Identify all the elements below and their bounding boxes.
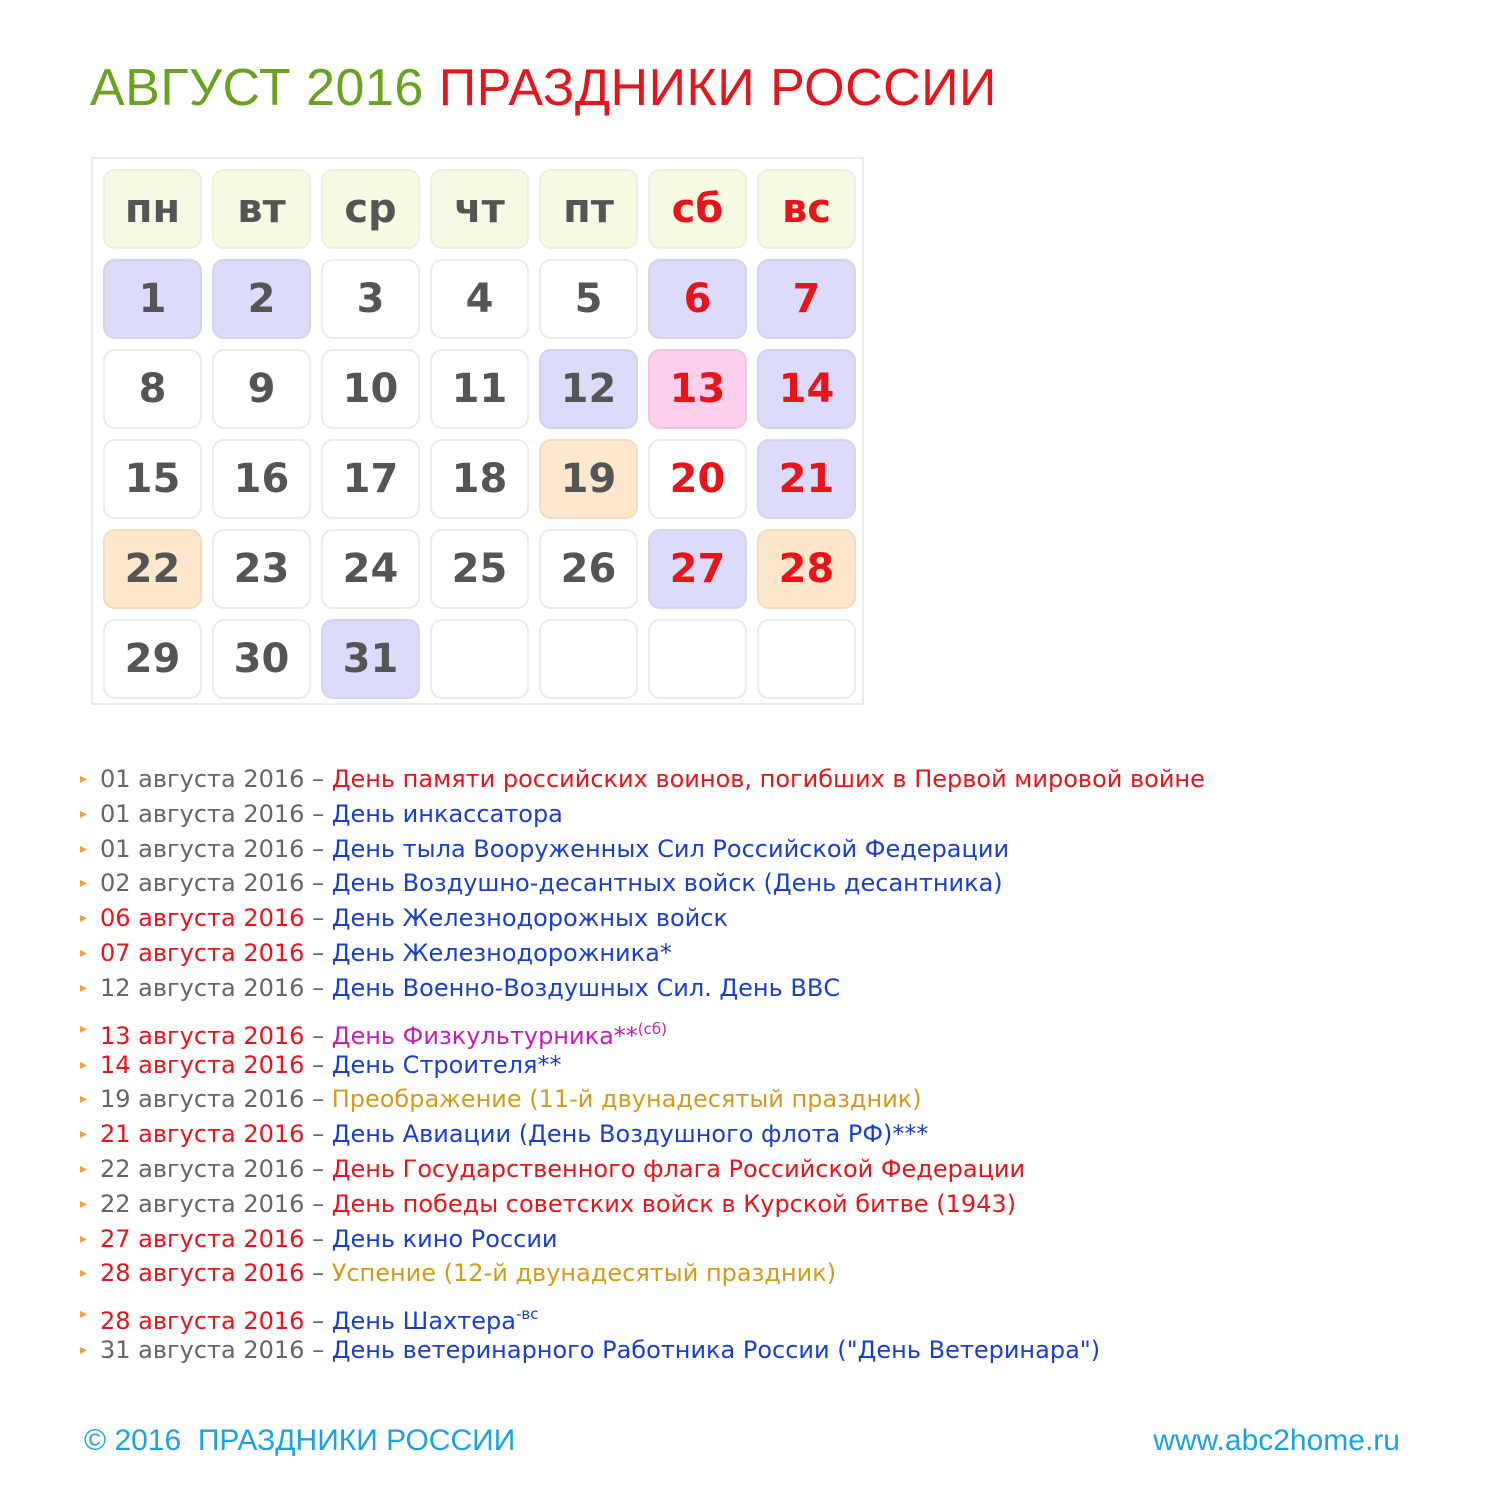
event-name: День тыла Вооруженных Сил Российской Федерации xyxy=(331,834,1010,863)
list-item xyxy=(78,1048,1205,1083)
day-cell: 29 xyxy=(103,619,202,699)
day-cell: 24 xyxy=(321,529,420,609)
weekday-header: пт xyxy=(539,169,638,249)
holiday-list xyxy=(78,762,1205,1368)
event-dash: – xyxy=(312,765,325,793)
page-title xyxy=(90,58,997,118)
day-cell: 9 xyxy=(212,349,311,429)
day-cell: 18 xyxy=(430,439,529,519)
event-date: 01 августа 2016 xyxy=(100,765,305,793)
day-cell: 8 xyxy=(103,349,202,429)
event-date: 22 августа 2016 xyxy=(100,1154,305,1183)
list-item xyxy=(78,1333,1205,1368)
event-dash: – xyxy=(312,1224,325,1253)
day-cell: 12 xyxy=(539,349,638,429)
event-dash: – xyxy=(312,1120,325,1149)
day-cell: 17 xyxy=(321,439,420,519)
event-dash: – xyxy=(312,799,325,828)
day-cell: 30 xyxy=(212,619,311,699)
event-date: 28 августа 2016 xyxy=(100,1307,305,1336)
event-name: Преображение (11-й двунадесятый праздник) xyxy=(331,1085,922,1114)
list-item xyxy=(78,971,1205,1006)
day-cell: 10 xyxy=(321,349,420,429)
event-date: 06 августа 2016 xyxy=(100,904,305,933)
event-date: 31 августа 2016 xyxy=(100,1336,305,1365)
weekday-header: чт xyxy=(430,169,529,249)
event-name: Успение (12-й двунадесятый праздник) xyxy=(331,1259,837,1288)
event-dash: – xyxy=(312,1259,325,1288)
weekday-header: ср xyxy=(321,169,420,249)
event-dash: – xyxy=(312,1021,325,1050)
bullet-icon: ▸ xyxy=(80,1265,88,1282)
day-cell: 26 xyxy=(539,529,638,609)
event-name: День Строителя** xyxy=(331,1050,562,1079)
event-date: 27 августа 2016 xyxy=(100,1224,305,1253)
event-dash: – xyxy=(312,973,325,1002)
bullet-icon: ▸ xyxy=(80,1126,88,1143)
footer-copyright: © 2016 ПРАЗДНИКИ РОССИИ xyxy=(84,1424,516,1457)
day-cell-empty xyxy=(539,619,638,699)
event-dash: – xyxy=(312,834,325,863)
day-cell: 22 xyxy=(103,529,202,609)
event-dash: – xyxy=(312,938,325,967)
day-cell: 7 xyxy=(757,259,856,339)
weekday-header: сб xyxy=(648,169,747,249)
list-item xyxy=(78,1117,1205,1152)
event-name: День Физкультурника** xyxy=(331,1021,638,1050)
list-item xyxy=(78,901,1205,936)
list-item xyxy=(78,797,1205,832)
day-cell: 14 xyxy=(757,349,856,429)
day-cell: 19 xyxy=(539,439,638,519)
event-date: 01 августа 2016 xyxy=(100,799,305,828)
event-date: 19 августа 2016 xyxy=(100,1085,305,1114)
event-name: День памяти российских воинов, погибших в Первой мировой войне xyxy=(331,765,1205,793)
day-cell: 28 xyxy=(757,529,856,609)
weekday-header: вт xyxy=(212,169,311,249)
bullet-icon: ▸ xyxy=(80,771,88,787)
event-name: День Государственного флага Российской Федерации xyxy=(331,1154,1026,1183)
day-cell: 23 xyxy=(212,529,311,609)
event-dash: – xyxy=(312,1189,325,1218)
list-item xyxy=(78,1082,1205,1117)
event-date: 02 августа 2016 xyxy=(100,869,305,898)
event-date: 12 августа 2016 xyxy=(100,973,305,1002)
event-date: 21 августа 2016 xyxy=(100,1120,305,1149)
event-dash: – xyxy=(312,904,325,933)
day-cell: 5 xyxy=(539,259,638,339)
footer-site-link[interactable]: www.abc2home.ru xyxy=(1153,1424,1400,1457)
event-name: День Авиации (День Воздушного флота РФ)*** xyxy=(331,1120,929,1149)
bullet-icon: ▸ xyxy=(80,1342,88,1359)
bullet-icon: ▸ xyxy=(80,875,88,892)
list-item xyxy=(78,762,1205,797)
bullet-icon: ▸ xyxy=(80,1195,88,1212)
day-cell: 21 xyxy=(757,439,856,519)
bullet-icon: ▸ xyxy=(80,1306,88,1323)
day-cell: 31 xyxy=(321,619,420,699)
day-cell: 4 xyxy=(430,259,529,339)
bullet-icon: ▸ xyxy=(80,1020,88,1037)
list-item xyxy=(78,1152,1205,1187)
day-cell: 27 xyxy=(648,529,747,609)
bullet-icon: ▸ xyxy=(80,979,88,996)
day-cell: 1 xyxy=(103,259,202,339)
event-dash: – xyxy=(312,1085,325,1114)
event-dash: – xyxy=(312,1307,325,1336)
event-note: (сб) xyxy=(637,1019,667,1038)
bullet-icon: ▸ xyxy=(80,944,88,961)
event-name: День кино России xyxy=(331,1224,558,1253)
event-date: 14 августа 2016 xyxy=(100,1050,305,1079)
calendar xyxy=(91,157,864,705)
weekday-header: пн xyxy=(103,169,202,249)
weekday-header: вс xyxy=(757,169,856,249)
bullet-icon: ▸ xyxy=(80,1230,88,1247)
event-name: День Воздушно-десантных войск (День десантника) xyxy=(331,869,1003,898)
event-date: 28 августа 2016 xyxy=(100,1259,305,1288)
event-date: 01 августа 2016 xyxy=(100,834,305,863)
event-dash: – xyxy=(312,1154,325,1183)
list-item xyxy=(78,1291,1205,1336)
event-name: День инкассатора xyxy=(331,799,563,828)
event-name: День Железнодорожных войск xyxy=(331,904,728,933)
day-cell-empty xyxy=(430,619,529,699)
event-name: День Военно-Воздушных Сил. День ВВС xyxy=(331,973,841,1002)
list-item xyxy=(78,1256,1205,1291)
title-month: АВГУСТ 2016 xyxy=(90,59,424,117)
bullet-icon: ▸ xyxy=(80,910,88,927)
bullet-icon: ▸ xyxy=(80,805,88,822)
event-name: День победы советских войск в Курской битве (1943) xyxy=(331,1189,1017,1218)
bullet-icon: ▸ xyxy=(80,1091,88,1108)
day-cell: 15 xyxy=(103,439,202,519)
bullet-icon: ▸ xyxy=(80,840,88,857)
list-item xyxy=(78,1006,1205,1048)
list-item xyxy=(78,866,1205,901)
event-dash: – xyxy=(312,869,325,898)
day-cell: 2 xyxy=(212,259,311,339)
event-date: 13 августа 2016 xyxy=(100,1021,305,1050)
event-dash: – xyxy=(312,1336,325,1365)
event-date: 22 августа 2016 xyxy=(100,1189,305,1218)
day-cell: 20 xyxy=(648,439,747,519)
list-item xyxy=(78,1187,1205,1222)
day-cell: 3 xyxy=(321,259,420,339)
day-cell: 11 xyxy=(430,349,529,429)
bullet-icon: ▸ xyxy=(80,1056,88,1073)
title-holidays: ПРАЗДНИКИ РОССИИ xyxy=(438,59,997,117)
event-dash: – xyxy=(312,1050,325,1079)
day-cell: 6 xyxy=(648,259,747,339)
list-item xyxy=(78,936,1205,971)
calendar-grid xyxy=(103,169,856,699)
day-cell: 25 xyxy=(430,529,529,609)
event-name: День Шахтера xyxy=(331,1307,516,1336)
event-name: День Железнодорожника* xyxy=(331,938,672,967)
day-cell-empty xyxy=(757,619,856,699)
day-cell-empty xyxy=(648,619,747,699)
list-item xyxy=(78,832,1205,867)
event-date: 07 августа 2016 xyxy=(100,938,305,967)
bullet-icon: ▸ xyxy=(80,1160,88,1177)
day-cell: 13 xyxy=(648,349,747,429)
list-item xyxy=(78,1222,1205,1257)
event-note: -вс xyxy=(515,1305,539,1324)
event-name: День ветеринарного Работника России ("День Ветеринара") xyxy=(331,1336,1101,1365)
day-cell: 16 xyxy=(212,439,311,519)
